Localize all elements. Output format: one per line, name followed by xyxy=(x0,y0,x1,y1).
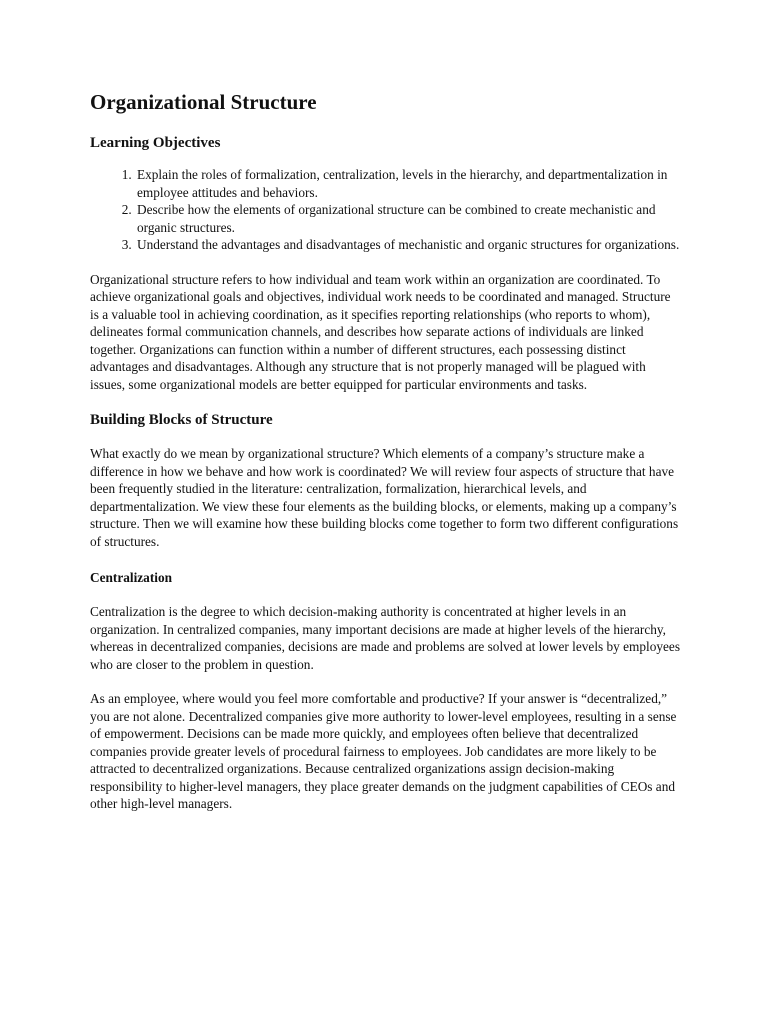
learning-objectives-list xyxy=(90,166,680,254)
centralization-heading: Centralization xyxy=(90,570,172,585)
document-page xyxy=(90,88,680,813)
learning-objectives-heading: Learning Objectives xyxy=(90,135,221,151)
building-blocks-heading: Building Blocks of Structure xyxy=(90,412,273,428)
intro-paragraph: Organizational structure refers to how individual and team work within an organization are coordinated. To achieve organizational goals and objectives, individual work needs to be coordinated and managed. Structure is a valuable tool in achieving coordination, as it specifies reporting relationships (who reports to whom), delineates formal communication channels, and describes how separate actions of individuals are linked together. Organizations can function within a number of different structures, each possessing distinct advantages and disadvantages. Although any structure that is not properly managed will be plagued with issues, some organizational models are better equipped for particular environments and tasks. xyxy=(90,271,671,392)
list-item: 1. Explain the roles of formalization, centralization, levels in the hierarchy, and departmentalization in employee attitudes and behaviors. xyxy=(135,166,680,201)
centralization-paragraph: Centralization is the degree to which decision-making authority is concentrated at higher levels in an organization. In centralized companies, many important decisions are made at higher levels of the hierarchy, whereas in decentralized companies, decisions are made and problems are solved at lower levels by employees who are closer to the problem in question. xyxy=(90,604,681,672)
building-blocks-paragraph: What exactly do we mean by organizational structure? Which elements of a company’s structure make a difference in how we behave and how work is coordinated? We will review four aspects of structure that have been frequently studied in the literature: centralization, formalization, hierarchical levels, and departmentalization. We view these four elements as the building blocks, or elements, making up a company’s structure. Then we will examine how these building blocks come together to form two different configurations of structures. xyxy=(90,446,679,549)
list-item: 3. Understand the advantages and disadvantages of mechanistic and organic structures for organizations. xyxy=(135,236,680,254)
centralization-paragraph: As an employee, where would you feel more comfortable and productive? If your answer is “decentralized,” you are not alone. Decentralized companies give more authority to lower-level employees, resulting in a sense of empowerment. Decisions can be made more quickly, and employees often believe that decentralized companies provide greater levels of procedural fairness to employees. Job candidates are more likely to be attracted to decentralized organizations. Because centralized organizations assign decision-making responsibility to higher-level managers, they place greater demands on the judgment capabilities of CEOs and other high-level managers. xyxy=(90,691,677,811)
document-title: Organizational Structure xyxy=(90,90,317,114)
list-item: 2. Describe how the elements of organizational structure can be combined to create mechanistic and organic structures. xyxy=(135,201,680,236)
